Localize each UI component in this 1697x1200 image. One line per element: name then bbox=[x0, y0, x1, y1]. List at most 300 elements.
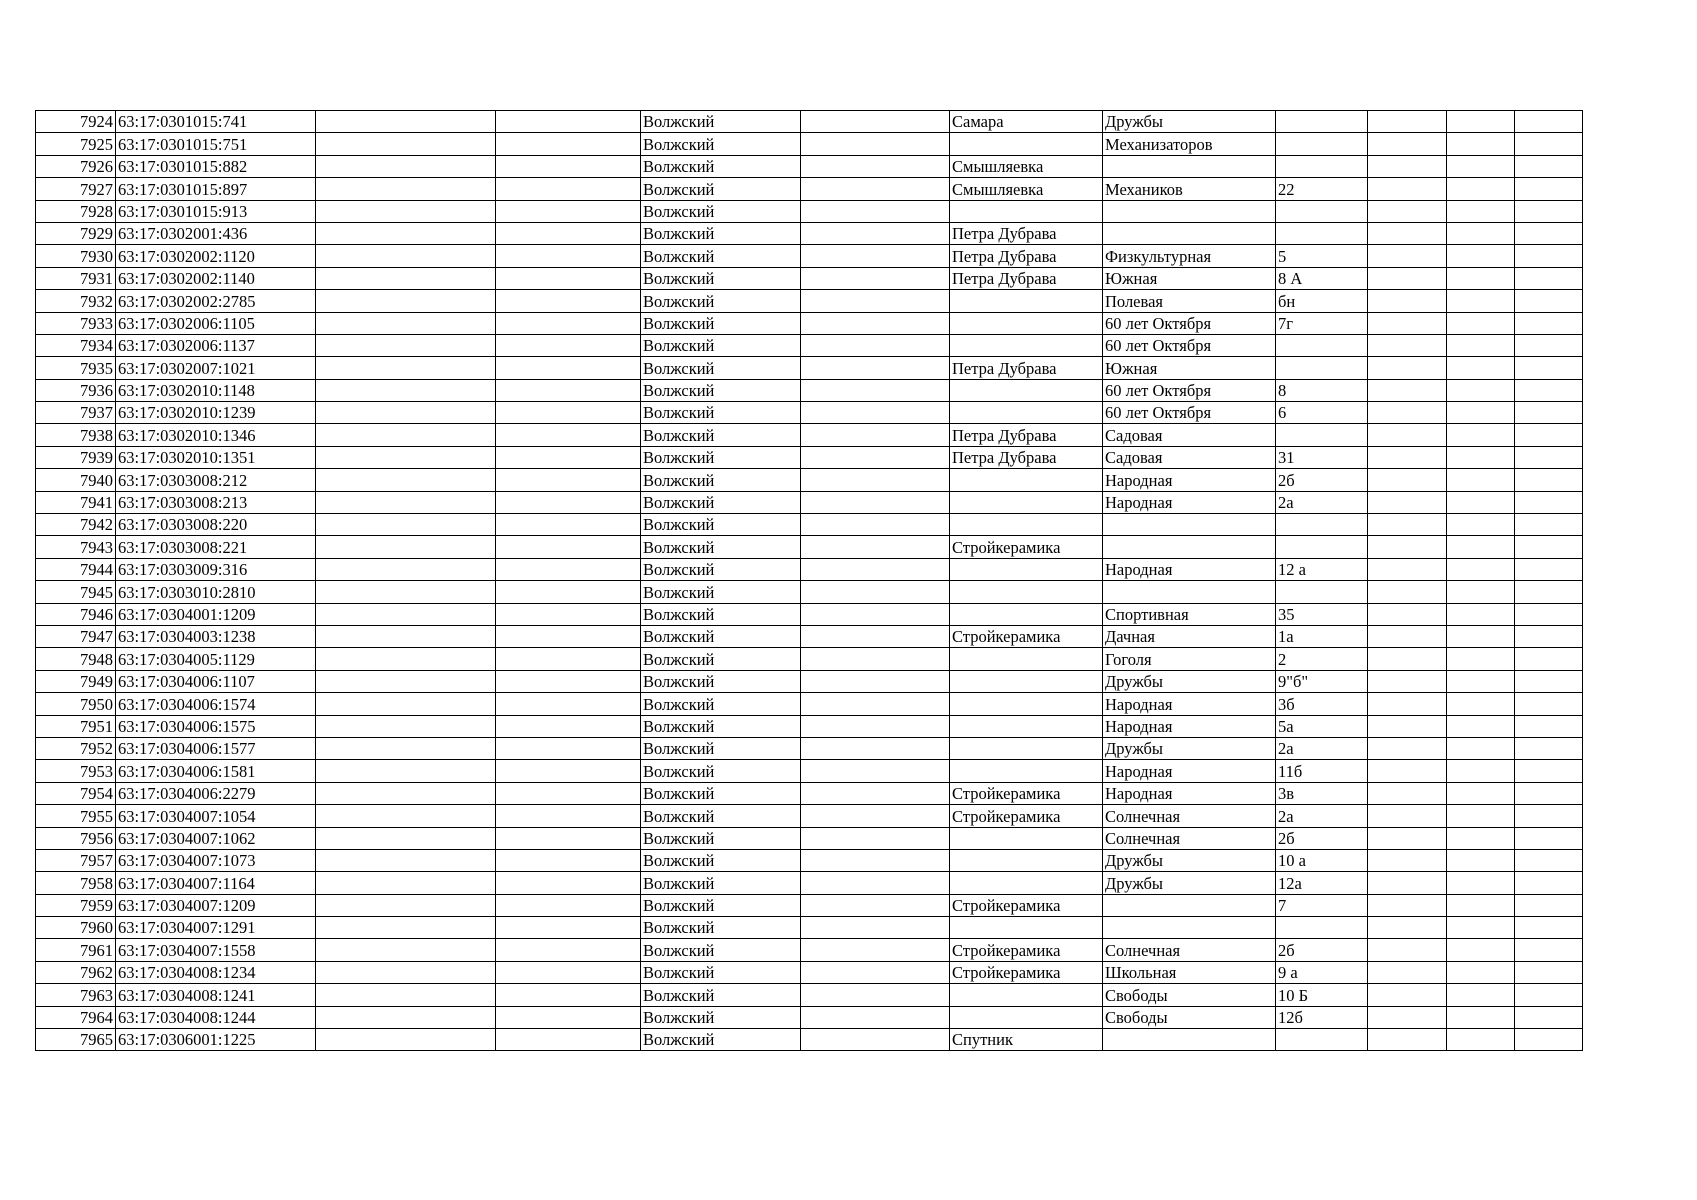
empty-cell bbox=[801, 222, 950, 244]
empty-cell bbox=[1368, 424, 1447, 446]
street-cell: Солнечная bbox=[1103, 939, 1276, 961]
street-cell bbox=[1103, 155, 1276, 177]
row-number-cell: 7934 bbox=[36, 334, 116, 356]
empty-cell bbox=[1368, 558, 1447, 580]
empty-cell bbox=[316, 200, 496, 222]
empty-cell bbox=[496, 581, 641, 603]
table-row bbox=[36, 469, 1583, 491]
empty-cell bbox=[316, 1006, 496, 1028]
row-number-cell: 7946 bbox=[36, 603, 116, 625]
cadastral-number-cell: 63:17:0302010:1148 bbox=[116, 379, 316, 401]
cadastral-number-cell: 63:17:0304006:2279 bbox=[116, 782, 316, 804]
empty-cell bbox=[316, 961, 496, 983]
house-number-cell: 10 Б bbox=[1276, 984, 1368, 1006]
empty-cell bbox=[1368, 222, 1447, 244]
empty-cell bbox=[1515, 670, 1583, 692]
empty-cell bbox=[1368, 155, 1447, 177]
street-cell: 60 лет Октября bbox=[1103, 334, 1276, 356]
empty-cell bbox=[316, 939, 496, 961]
empty-cell bbox=[316, 357, 496, 379]
empty-cell bbox=[1515, 693, 1583, 715]
empty-cell bbox=[1515, 178, 1583, 200]
street-cell: 60 лет Октября bbox=[1103, 402, 1276, 424]
empty-cell bbox=[1368, 872, 1447, 894]
locality-cell bbox=[950, 872, 1103, 894]
house-number-cell: 1а bbox=[1276, 625, 1368, 647]
district-cell: Волжский bbox=[641, 872, 801, 894]
empty-cell bbox=[496, 693, 641, 715]
empty-cell bbox=[1447, 939, 1515, 961]
street-cell bbox=[1103, 222, 1276, 244]
empty-cell bbox=[1368, 737, 1447, 759]
district-cell: Волжский bbox=[641, 648, 801, 670]
row-number-cell: 7945 bbox=[36, 581, 116, 603]
empty-cell bbox=[1515, 402, 1583, 424]
cadastral-number-cell: 63:17:0304007:1054 bbox=[116, 805, 316, 827]
empty-cell bbox=[1515, 245, 1583, 267]
empty-cell bbox=[801, 917, 950, 939]
empty-cell bbox=[316, 849, 496, 871]
empty-cell bbox=[1368, 1029, 1447, 1051]
table-row bbox=[36, 917, 1583, 939]
locality-cell: Стройкерамика bbox=[950, 961, 1103, 983]
house-number-cell: 2а bbox=[1276, 805, 1368, 827]
table-row bbox=[36, 581, 1583, 603]
cadastral-number-cell: 63:17:0304006:1574 bbox=[116, 693, 316, 715]
empty-cell bbox=[316, 827, 496, 849]
row-number-cell: 7954 bbox=[36, 782, 116, 804]
street-cell: Народная bbox=[1103, 715, 1276, 737]
empty-cell bbox=[496, 984, 641, 1006]
empty-cell bbox=[1447, 155, 1515, 177]
district-cell: Волжский bbox=[641, 603, 801, 625]
locality-cell: Стройкерамика bbox=[950, 625, 1103, 647]
empty-cell bbox=[1515, 424, 1583, 446]
empty-cell bbox=[1515, 312, 1583, 334]
locality-cell bbox=[950, 133, 1103, 155]
district-cell: Волжский bbox=[641, 290, 801, 312]
row-number-cell: 7925 bbox=[36, 133, 116, 155]
row-number-cell: 7955 bbox=[36, 805, 116, 827]
district-cell: Волжский bbox=[641, 402, 801, 424]
empty-cell bbox=[1447, 290, 1515, 312]
district-cell: Волжский bbox=[641, 222, 801, 244]
row-number-cell: 7952 bbox=[36, 737, 116, 759]
property-register-table bbox=[35, 110, 1583, 1051]
empty-cell bbox=[496, 469, 641, 491]
empty-cell bbox=[316, 178, 496, 200]
street-cell: Гоголя bbox=[1103, 648, 1276, 670]
empty-cell bbox=[1447, 334, 1515, 356]
empty-cell bbox=[1368, 178, 1447, 200]
table-row bbox=[36, 648, 1583, 670]
empty-cell bbox=[496, 514, 641, 536]
empty-cell bbox=[1515, 961, 1583, 983]
table-row bbox=[36, 872, 1583, 894]
empty-cell bbox=[316, 402, 496, 424]
row-number-cell: 7961 bbox=[36, 939, 116, 961]
empty-cell bbox=[1368, 200, 1447, 222]
locality-cell bbox=[950, 402, 1103, 424]
house-number-cell: 2б bbox=[1276, 469, 1368, 491]
empty-cell bbox=[1447, 111, 1515, 133]
empty-cell bbox=[316, 133, 496, 155]
row-number-cell: 7960 bbox=[36, 917, 116, 939]
district-cell: Волжский bbox=[641, 334, 801, 356]
street-cell: Народная bbox=[1103, 469, 1276, 491]
street-cell bbox=[1103, 581, 1276, 603]
empty-cell bbox=[496, 290, 641, 312]
empty-cell bbox=[316, 581, 496, 603]
cadastral-number-cell: 63:17:0301015:741 bbox=[116, 111, 316, 133]
district-cell: Волжский bbox=[641, 827, 801, 849]
street-cell bbox=[1103, 894, 1276, 916]
empty-cell bbox=[1515, 290, 1583, 312]
house-number-cell: 11б bbox=[1276, 760, 1368, 782]
house-number-cell bbox=[1276, 200, 1368, 222]
empty-cell bbox=[1447, 402, 1515, 424]
empty-cell bbox=[316, 603, 496, 625]
district-cell: Волжский bbox=[641, 200, 801, 222]
locality-cell bbox=[950, 469, 1103, 491]
street-cell bbox=[1103, 514, 1276, 536]
street-cell bbox=[1103, 536, 1276, 558]
street-cell: Механиков bbox=[1103, 178, 1276, 200]
empty-cell bbox=[801, 648, 950, 670]
street-cell: Механизаторов bbox=[1103, 133, 1276, 155]
empty-cell bbox=[801, 849, 950, 871]
district-cell: Волжский bbox=[641, 939, 801, 961]
table-row bbox=[36, 402, 1583, 424]
row-number-cell: 7929 bbox=[36, 222, 116, 244]
table-row bbox=[36, 827, 1583, 849]
empty-cell bbox=[496, 558, 641, 580]
house-number-cell: 2 bbox=[1276, 648, 1368, 670]
locality-cell: Петра Дубрава bbox=[950, 222, 1103, 244]
cadastral-number-cell: 63:17:0304005:1129 bbox=[116, 648, 316, 670]
street-cell: Южная bbox=[1103, 267, 1276, 289]
street-cell: Солнечная bbox=[1103, 827, 1276, 849]
district-cell: Волжский bbox=[641, 178, 801, 200]
cadastral-number-cell: 63:17:0303010:2810 bbox=[116, 581, 316, 603]
locality-cell bbox=[950, 693, 1103, 715]
empty-cell bbox=[1515, 1029, 1583, 1051]
empty-cell bbox=[1447, 1006, 1515, 1028]
house-number-cell bbox=[1276, 917, 1368, 939]
locality-cell bbox=[950, 514, 1103, 536]
district-cell: Волжский bbox=[641, 111, 801, 133]
empty-cell bbox=[1368, 290, 1447, 312]
cadastral-number-cell: 63:17:0303008:220 bbox=[116, 514, 316, 536]
district-cell: Волжский bbox=[641, 693, 801, 715]
cadastral-number-cell: 63:17:0301015:913 bbox=[116, 200, 316, 222]
locality-cell bbox=[950, 917, 1103, 939]
empty-cell bbox=[316, 558, 496, 580]
empty-cell bbox=[1447, 469, 1515, 491]
locality-cell bbox=[950, 1006, 1103, 1028]
empty-cell bbox=[316, 312, 496, 334]
empty-cell bbox=[801, 379, 950, 401]
empty-cell bbox=[496, 782, 641, 804]
empty-cell bbox=[1447, 491, 1515, 513]
empty-cell bbox=[801, 491, 950, 513]
row-number-cell: 7935 bbox=[36, 357, 116, 379]
house-number-cell: 7 bbox=[1276, 894, 1368, 916]
empty-cell bbox=[801, 827, 950, 849]
empty-cell bbox=[1515, 334, 1583, 356]
locality-cell bbox=[950, 312, 1103, 334]
empty-cell bbox=[1515, 805, 1583, 827]
district-cell: Волжский bbox=[641, 446, 801, 468]
empty-cell bbox=[1368, 111, 1447, 133]
empty-cell bbox=[496, 894, 641, 916]
row-number-cell: 7957 bbox=[36, 849, 116, 871]
empty-cell bbox=[801, 133, 950, 155]
empty-cell bbox=[1447, 693, 1515, 715]
cadastral-number-cell: 63:17:0304008:1241 bbox=[116, 984, 316, 1006]
district-cell: Волжский bbox=[641, 917, 801, 939]
street-cell: Народная bbox=[1103, 693, 1276, 715]
empty-cell bbox=[1447, 984, 1515, 1006]
street-cell: Солнечная bbox=[1103, 805, 1276, 827]
empty-cell bbox=[1368, 670, 1447, 692]
cadastral-number-cell: 63:17:0302002:1140 bbox=[116, 267, 316, 289]
district-cell: Волжский bbox=[641, 894, 801, 916]
empty-cell bbox=[1515, 1006, 1583, 1028]
locality-cell bbox=[950, 849, 1103, 871]
empty-cell bbox=[496, 424, 641, 446]
street-cell: Полевая bbox=[1103, 290, 1276, 312]
empty-cell bbox=[496, 133, 641, 155]
street-cell: Школьная bbox=[1103, 961, 1276, 983]
empty-cell bbox=[1447, 536, 1515, 558]
empty-cell bbox=[1447, 715, 1515, 737]
row-number-cell: 7938 bbox=[36, 424, 116, 446]
street-cell: Народная bbox=[1103, 760, 1276, 782]
empty-cell bbox=[316, 782, 496, 804]
table-body bbox=[36, 111, 1583, 1051]
house-number-cell: 12а bbox=[1276, 872, 1368, 894]
house-number-cell: 12б bbox=[1276, 1006, 1368, 1028]
house-number-cell: 9"б" bbox=[1276, 670, 1368, 692]
empty-cell bbox=[1447, 805, 1515, 827]
table-row bbox=[36, 334, 1583, 356]
locality-cell bbox=[950, 827, 1103, 849]
table-row bbox=[36, 312, 1583, 334]
empty-cell bbox=[1447, 133, 1515, 155]
table-row bbox=[36, 894, 1583, 916]
empty-cell bbox=[801, 805, 950, 827]
street-cell: Дружбы bbox=[1103, 670, 1276, 692]
row-number-cell: 7942 bbox=[36, 514, 116, 536]
locality-cell bbox=[950, 984, 1103, 1006]
table-row bbox=[36, 379, 1583, 401]
empty-cell bbox=[1368, 984, 1447, 1006]
empty-cell bbox=[801, 402, 950, 424]
empty-cell bbox=[496, 379, 641, 401]
cadastral-number-cell: 63:17:0304007:1062 bbox=[116, 827, 316, 849]
empty-cell bbox=[1368, 357, 1447, 379]
empty-cell bbox=[801, 155, 950, 177]
empty-cell bbox=[1515, 849, 1583, 871]
cadastral-number-cell: 63:17:0304007:1073 bbox=[116, 849, 316, 871]
empty-cell bbox=[1447, 178, 1515, 200]
empty-cell bbox=[1447, 737, 1515, 759]
empty-cell bbox=[1515, 737, 1583, 759]
row-number-cell: 7926 bbox=[36, 155, 116, 177]
locality-cell bbox=[950, 670, 1103, 692]
table-row bbox=[36, 357, 1583, 379]
empty-cell bbox=[1515, 782, 1583, 804]
cadastral-number-cell: 63:17:0301015:882 bbox=[116, 155, 316, 177]
empty-cell bbox=[801, 581, 950, 603]
district-cell: Волжский bbox=[641, 782, 801, 804]
empty-cell bbox=[801, 894, 950, 916]
table-row bbox=[36, 625, 1583, 647]
empty-cell bbox=[801, 446, 950, 468]
district-cell: Волжский bbox=[641, 133, 801, 155]
empty-cell bbox=[1515, 357, 1583, 379]
empty-cell bbox=[496, 536, 641, 558]
row-number-cell: 7963 bbox=[36, 984, 116, 1006]
house-number-cell: 22 bbox=[1276, 178, 1368, 200]
cadastral-number-cell: 63:17:0302007:1021 bbox=[116, 357, 316, 379]
house-number-cell: 2б bbox=[1276, 827, 1368, 849]
street-cell: 60 лет Октября bbox=[1103, 379, 1276, 401]
empty-cell bbox=[1447, 849, 1515, 871]
table-row bbox=[36, 939, 1583, 961]
row-number-cell: 7964 bbox=[36, 1006, 116, 1028]
locality-cell: Самара bbox=[950, 111, 1103, 133]
table-row bbox=[36, 782, 1583, 804]
empty-cell bbox=[801, 469, 950, 491]
locality-cell: Смышляевка bbox=[950, 178, 1103, 200]
empty-cell bbox=[801, 625, 950, 647]
row-number-cell: 7928 bbox=[36, 200, 116, 222]
house-number-cell bbox=[1276, 514, 1368, 536]
table-row bbox=[36, 1006, 1583, 1028]
cadastral-number-cell: 63:17:0302010:1351 bbox=[116, 446, 316, 468]
empty-cell bbox=[496, 849, 641, 871]
street-cell: Физкультурная bbox=[1103, 245, 1276, 267]
empty-cell bbox=[496, 1006, 641, 1028]
house-number-cell: 8 А bbox=[1276, 267, 1368, 289]
empty-cell bbox=[1515, 200, 1583, 222]
empty-cell bbox=[316, 514, 496, 536]
empty-cell bbox=[801, 693, 950, 715]
street-cell: Дружбы bbox=[1103, 737, 1276, 759]
empty-cell bbox=[316, 334, 496, 356]
row-number-cell: 7950 bbox=[36, 693, 116, 715]
row-number-cell: 7931 bbox=[36, 267, 116, 289]
house-number-cell bbox=[1276, 536, 1368, 558]
empty-cell bbox=[801, 737, 950, 759]
empty-cell bbox=[496, 805, 641, 827]
street-cell: Спортивная bbox=[1103, 603, 1276, 625]
house-number-cell bbox=[1276, 424, 1368, 446]
district-cell: Волжский bbox=[641, 312, 801, 334]
table-row bbox=[36, 849, 1583, 871]
empty-cell bbox=[1447, 760, 1515, 782]
empty-cell bbox=[801, 245, 950, 267]
locality-cell bbox=[950, 491, 1103, 513]
locality-cell: Петра Дубрава bbox=[950, 424, 1103, 446]
empty-cell bbox=[1368, 491, 1447, 513]
house-number-cell: 12 а bbox=[1276, 558, 1368, 580]
empty-cell bbox=[801, 670, 950, 692]
empty-cell bbox=[496, 872, 641, 894]
locality-cell: Петра Дубрава bbox=[950, 446, 1103, 468]
empty-cell bbox=[1515, 917, 1583, 939]
empty-cell bbox=[1368, 469, 1447, 491]
row-number-cell: 7956 bbox=[36, 827, 116, 849]
table-row bbox=[36, 245, 1583, 267]
empty-cell bbox=[316, 894, 496, 916]
empty-cell bbox=[1368, 603, 1447, 625]
locality-cell bbox=[950, 603, 1103, 625]
row-number-cell: 7939 bbox=[36, 446, 116, 468]
empty-cell bbox=[801, 760, 950, 782]
street-cell: Дружбы bbox=[1103, 872, 1276, 894]
empty-cell bbox=[496, 200, 641, 222]
district-cell: Волжский bbox=[641, 625, 801, 647]
district-cell: Волжский bbox=[641, 760, 801, 782]
empty-cell bbox=[1447, 245, 1515, 267]
district-cell: Волжский bbox=[641, 491, 801, 513]
house-number-cell: 10 а bbox=[1276, 849, 1368, 871]
cadastral-number-cell: 63:17:0304006:1581 bbox=[116, 760, 316, 782]
table-row bbox=[36, 133, 1583, 155]
empty-cell bbox=[316, 648, 496, 670]
cadastral-number-cell: 63:17:0303008:221 bbox=[116, 536, 316, 558]
empty-cell bbox=[1447, 603, 1515, 625]
empty-cell bbox=[1515, 715, 1583, 737]
house-number-cell bbox=[1276, 222, 1368, 244]
empty-cell bbox=[801, 984, 950, 1006]
street-cell: Свободы bbox=[1103, 984, 1276, 1006]
table-row bbox=[36, 737, 1583, 759]
table-row bbox=[36, 536, 1583, 558]
table-row bbox=[36, 290, 1583, 312]
empty-cell bbox=[496, 446, 641, 468]
empty-cell bbox=[316, 446, 496, 468]
empty-cell bbox=[496, 334, 641, 356]
empty-cell bbox=[496, 178, 641, 200]
cadastral-number-cell: 63:17:0303008:212 bbox=[116, 469, 316, 491]
house-number-cell: 6 bbox=[1276, 402, 1368, 424]
row-number-cell: 7948 bbox=[36, 648, 116, 670]
empty-cell bbox=[496, 961, 641, 983]
locality-cell: Спутник bbox=[950, 1029, 1103, 1051]
row-number-cell: 7953 bbox=[36, 760, 116, 782]
district-cell: Волжский bbox=[641, 424, 801, 446]
empty-cell bbox=[1515, 939, 1583, 961]
empty-cell bbox=[316, 917, 496, 939]
empty-cell bbox=[496, 737, 641, 759]
locality-cell: Петра Дубрава bbox=[950, 245, 1103, 267]
house-number-cell bbox=[1276, 357, 1368, 379]
cadastral-number-cell: 63:17:0303008:213 bbox=[116, 491, 316, 513]
empty-cell bbox=[496, 357, 641, 379]
street-cell: Народная bbox=[1103, 558, 1276, 580]
empty-cell bbox=[496, 222, 641, 244]
district-cell: Волжский bbox=[641, 805, 801, 827]
cadastral-number-cell: 63:17:0303009:316 bbox=[116, 558, 316, 580]
locality-cell bbox=[950, 558, 1103, 580]
locality-cell bbox=[950, 581, 1103, 603]
house-number-cell: 31 bbox=[1276, 446, 1368, 468]
cadastral-number-cell: 63:17:0304006:1107 bbox=[116, 670, 316, 692]
